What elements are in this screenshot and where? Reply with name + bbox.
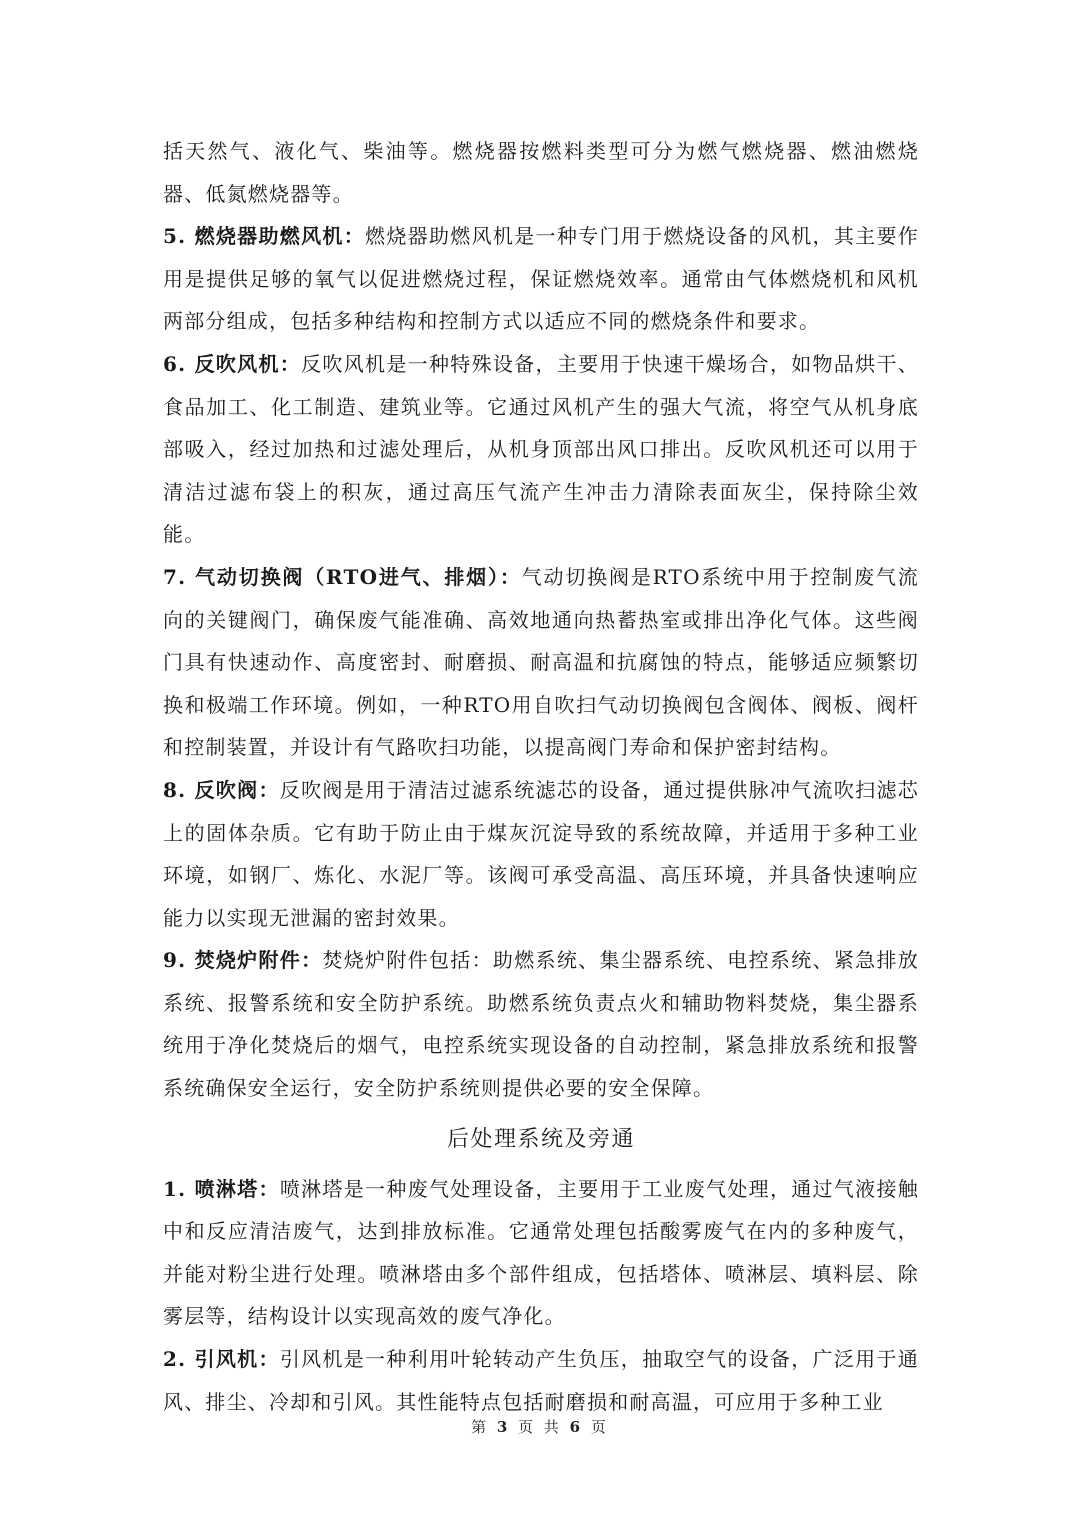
paragraph-term: 燃烧器助燃风机： xyxy=(194,224,366,249)
paragraph-body: 引风机是一种利用叶轮转动产生负压，抽取空气的设备，广泛用于通风、排尘、冷却和引风。其性能特点包括耐磨损和耐高温，可应用于多种工业 xyxy=(163,1347,919,1414)
paragraph xyxy=(163,343,919,556)
paragraph-group-top xyxy=(163,130,919,1110)
paragraph-term: 气动切换阀（RTO进气、排烟）： xyxy=(195,564,522,589)
paragraph-body: 反吹风机是一种特殊设备，主要用于快速干燥场合，如物品烘干、食品加工、化工制造、建筑业等。它通过风机产生的强大气流，将空气从机身底部吸入，经过加热和过滤处理后，从机身顶部出风口排出。反吹风机还可以用于清洁过滤布袋上的积灰，通过高压气流产生冲击力清除表面灰尘，保持除尘效能。 xyxy=(163,351,919,547)
paragraph-term: 反吹风机： xyxy=(194,351,302,376)
footer-current-page: 3 xyxy=(496,1418,511,1436)
paragraph-number: 6. xyxy=(163,351,195,376)
paragraph-body: 反吹阀是用于清洁过滤系统滤芯的设备，通过提供脉冲气流吹扫滤芯上的固体杂质。它有助于防止由于煤灰沉淀导致的系统故障，并适用于多种工业环境，如钢厂、炼化、水泥厂等。该阀可承受高温、高压环境，并具备快速响应能力以实现无泄漏的密封效果。 xyxy=(163,777,919,930)
paragraph xyxy=(163,556,919,769)
paragraph-number: 7. xyxy=(163,564,196,589)
paragraph-term: 焚烧炉附件： xyxy=(194,948,323,973)
paragraph-body: 气动切换阀是RTO系统中用于控制废气流向的关键阀门，确保废气能准确、高效地通向热蓄热室或排出净化气体。这些阀门具有快速动作、高度密封、耐磨损、耐高温和抗腐蚀的特点，能够适应频繁切换和极端工作环境。例如，一种RTO用自吹扫气动切换阀包含阀体、阀板、阀杆和控制装置，并设计有气路吹扫功能，以提高阀门寿命和保护密封结构。 xyxy=(163,564,919,760)
paragraph xyxy=(163,939,919,1109)
paragraph xyxy=(163,130,919,215)
paragraph xyxy=(163,1168,919,1338)
footer-suffix: 页 xyxy=(590,1418,609,1436)
paragraph xyxy=(163,215,919,343)
paragraph-term: 引风机： xyxy=(194,1347,280,1372)
paragraph xyxy=(163,769,919,939)
paragraph-number: 5. xyxy=(163,224,195,249)
paragraph-term: 喷淋塔： xyxy=(194,1176,280,1201)
paragraph-number: 9. xyxy=(163,948,195,973)
paragraph xyxy=(163,1338,919,1423)
paragraph-number: 1. xyxy=(163,1176,195,1201)
paragraph-body: 喷淋塔是一种废气处理设备，主要用于工业废气处理，通过气液接触中和反应清洁废气，达到排放标准。它通常处理包括酸雾废气在内的多种废气，并能对粉尘进行处理。喷淋塔由多个部件组成，包括塔体、喷淋层、填料层、除雾层等，结构设计以实现高效的废气净化。 xyxy=(163,1176,919,1329)
paragraph-body: 括天然气、液化气、柴油等。燃烧器按燃料类型可分为燃气燃烧器、燃油燃烧器、低氮燃烧器等。 xyxy=(163,139,919,206)
footer-prefix: 第 xyxy=(471,1418,490,1436)
paragraph-body: 燃烧器助燃风机是一种专门用于燃烧设备的风机，其主要作用是提供足够的氧气以促进燃烧过程，保证燃烧效率。通常由气体燃烧机和风机两部分组成，包括多种结构和控制方式以适应不同的燃烧条件和要求。 xyxy=(163,224,919,334)
document-body xyxy=(163,130,919,1423)
paragraph-body: 焚烧炉附件包括：助燃系统、集尘器系统、电控系统、紧急排放系统、报警系统和安全防护系统。助燃系统负责点火和辅助物料焚烧，集尘器系统用于净化焚烧后的烟气，电控系统实现设备的自动控制，紧急排放系统和报警系统确保安全运行，安全防护系统则提供必要的安全保障。 xyxy=(163,948,919,1101)
paragraph-term: 反吹阀： xyxy=(194,777,280,802)
paragraph-number: 2. xyxy=(163,1347,195,1372)
footer-mid: 页 共 xyxy=(518,1418,562,1436)
page-footer xyxy=(0,1416,1080,1437)
section-heading: 后处理系统及旁通 xyxy=(446,1126,635,1152)
paragraph-group-bottom xyxy=(163,1168,919,1424)
paragraph-number: 8. xyxy=(163,777,195,802)
footer-total-pages: 6 xyxy=(569,1418,584,1436)
